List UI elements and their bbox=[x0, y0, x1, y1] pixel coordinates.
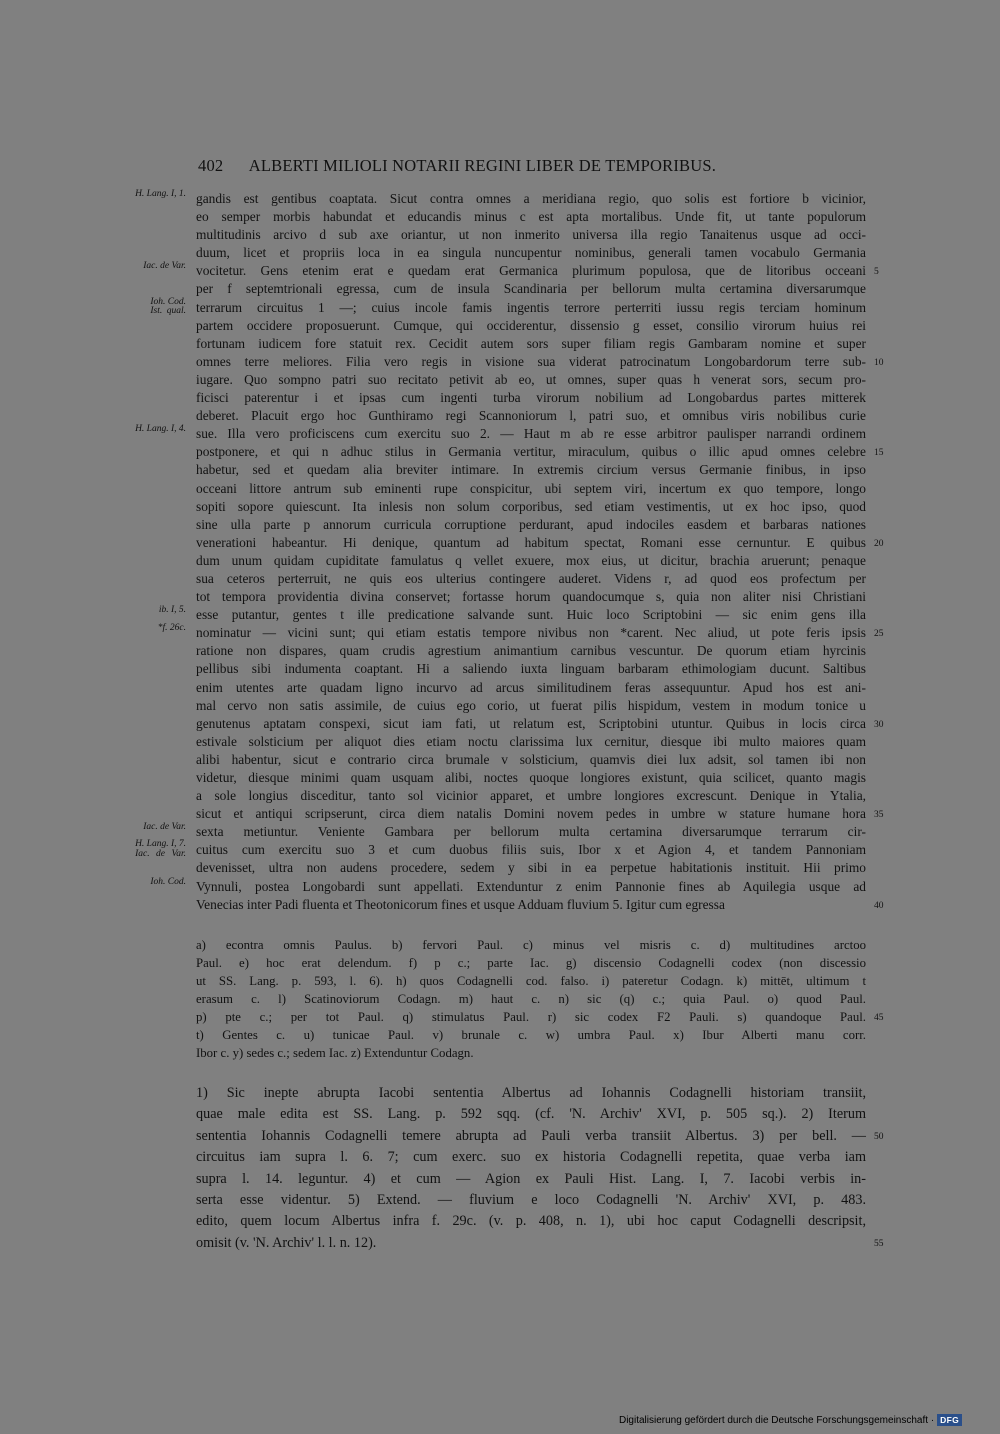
note-line-text: edito, quem locum Albertus infra f. 29c. (v. p. 408, n. 1), ubi hoc caput Codagnelli descripsit, bbox=[196, 1213, 866, 1230]
text-line bbox=[196, 371, 866, 389]
text-line bbox=[196, 642, 866, 660]
note-line bbox=[196, 1211, 866, 1232]
text-line bbox=[196, 697, 866, 715]
line-number: 55 bbox=[874, 1238, 884, 1249]
text-line-text: sine ulla parte p annorum curricula corruptione perdurant, apud indociles easdem et barbaras nationes bbox=[196, 516, 866, 532]
text-line bbox=[196, 389, 866, 407]
text-line bbox=[196, 317, 866, 335]
source-notes bbox=[196, 1083, 884, 1254]
note-line-text: circuitus iam supra l. 6. 7; cum exerc. suo ex historia Codagnelli repetita, quae verba iam bbox=[196, 1149, 866, 1166]
margin-reference: ib. I, 5. bbox=[158, 605, 186, 616]
text-line bbox=[196, 498, 866, 516]
text-line-text: multitudinis arcivo d sub axe oriantur, ut non inmerito universa illa regio Tanaitenus usque ad occi- bbox=[196, 227, 866, 243]
text-line bbox=[196, 335, 866, 353]
line-number: 15 bbox=[874, 448, 884, 459]
text-line-text: Venecias inter Padi fluenta et Theotonicorum fines et usque Adduam fluvium 5. Igitur cum egressa bbox=[196, 896, 725, 912]
text-line bbox=[196, 226, 866, 244]
text-line-text: vocitetur. Gens etenim erat e quedam erat Germanica plurimum populosa, que de litoribus occeani bbox=[196, 263, 866, 279]
text-line-text: per f septemtrionali egressa, cum de insula Scandinaria per bellorum multa certamina diversarumque bbox=[196, 281, 866, 297]
text-line-text: sua ceteros perterruit, ne quis eos ulterius contingere auderet. Videns r, ad quod eos profectum per bbox=[196, 570, 866, 586]
text-line bbox=[196, 552, 866, 570]
text-line-text: ratione non dispares, quam crudis agrestium animantium carnibus vescuntur. De quorum etiam hyrcinis bbox=[196, 643, 866, 659]
text-line bbox=[143, 261, 879, 280]
text-line bbox=[196, 244, 866, 262]
text-line bbox=[196, 280, 866, 298]
text-line bbox=[196, 534, 884, 552]
apparatus-line bbox=[196, 1026, 866, 1044]
text-line-text: tot tempora providentia divina conservet; fortasse horum quandocumque s, quia non aliter nisi Christiani bbox=[196, 589, 866, 605]
text-line-text: devenisset, ultra non audens procedere, sedem y sibi in ea perpetue habitationis instituit. Hii primo bbox=[196, 860, 866, 876]
margin-reference: H. Lang. I, 7. Iac. de Var. bbox=[135, 839, 186, 859]
text-line-text: estivale solsticium per aliquot dies etiam noctu clarissima lux cernitur, diesque ibi multo maiores quam bbox=[196, 733, 866, 749]
text-line bbox=[150, 876, 866, 896]
apparatus-line-text: a) econtra omnis Paulus. b) fervori Paul. c) minus vel misris c. d) multitudines arctoo bbox=[196, 938, 866, 952]
text-line bbox=[157, 623, 884, 642]
dfg-logo: DFG bbox=[937, 1414, 962, 1426]
margin-reference: Iac. de Var. bbox=[143, 261, 186, 272]
text-line bbox=[196, 407, 866, 425]
line-number: 5 bbox=[874, 267, 879, 278]
text-line-text: terrarum circuitus 1 —; cuius incole famis ingentis terrore perterriti iussu regis terciam hominum bbox=[196, 299, 866, 315]
text-line-text: duum, licet et propriis loca in ea singula nuncupentur nominibus, generali tamen vocabulo Germania bbox=[196, 245, 866, 261]
margin-reference: H. Lang. I, 4. bbox=[135, 424, 186, 435]
text-line bbox=[196, 353, 884, 371]
running-header bbox=[198, 156, 868, 176]
text-line-text: Vynnuli, postea Longobardi sunt appellati. Extenduntur z enim Pannonie fines ab Aquilegia usque ad bbox=[196, 878, 866, 894]
text-line bbox=[196, 660, 866, 678]
apparatus-line-text: Ibor c. y) sedes c.; sedem Iac. z) Extenduntur Codagn. bbox=[196, 1046, 474, 1060]
text-line-text: occeani littore antrum sub eminenti rupe conspicitur, ubi septem viri, incertum ex quo tempore, longo bbox=[196, 480, 866, 496]
apparatus-line-text: t) Gentes c. u) tunicae Paul. v) brunale c. w) umbra Paul. x) Ibur Alberti manu corr. bbox=[196, 1028, 866, 1042]
text-line-text: sue. Illa vero proficiscens cum exercitu suo 2. — Haut m ab re esse arbitror paulisper narrandi ordinem bbox=[196, 426, 866, 442]
note-line bbox=[196, 1233, 884, 1254]
apparatus-line-text: ut SS. Lang. p. 593, l. 6). h) quos Codagnelli cod. falso. i) pateretur Codagn. k) mittēt, ultimum t bbox=[196, 974, 866, 988]
text-line bbox=[196, 715, 884, 733]
line-number: 35 bbox=[874, 810, 884, 821]
text-line bbox=[150, 296, 866, 317]
text-line bbox=[196, 480, 866, 498]
text-line bbox=[196, 805, 884, 823]
text-line-text: sicut et antiqui scripserunt, circa diem natalis Domini novem pedes in umbre w stature humane hora bbox=[196, 806, 866, 822]
margin-reference: Ioh. Cod. Ist. qual. bbox=[150, 296, 186, 317]
margin-reference: Ioh. Cod. bbox=[150, 876, 186, 887]
note-line bbox=[196, 1104, 866, 1125]
apparatus-line-text: Paul. e) hoc erat delendum. f) p c.; parte Iac. g) discensio Codagnelli codex (non discessio bbox=[196, 956, 866, 970]
note-line bbox=[196, 1190, 866, 1211]
text-line-text: pellibus sibi indumenta coaptant. Hi a saliendo iuxta linguam barbaram ethimologiam ducunt. Saltibus bbox=[196, 661, 866, 677]
text-line-text: cuitus cum exercitu suo 3 et cum duobus filiis suis, Ibor x et Agion 4, et tandem Pannoniam bbox=[196, 842, 866, 858]
note-line bbox=[196, 1169, 866, 1190]
apparatus-line-text: erasum c. l) Scatinoviorum Codagn. m) haut c. n) sic (q) c.; quia Paul. o) quod Paul. bbox=[196, 992, 866, 1006]
text-line bbox=[135, 839, 866, 859]
text-line bbox=[196, 208, 866, 226]
text-line bbox=[196, 588, 866, 606]
apparatus-line bbox=[196, 1008, 884, 1026]
text-line-text: mal cervo non satis assimile, de cuius ego corio, ut fuerat pilis hispidum, vestem in modum tonice u bbox=[196, 697, 866, 713]
text-line-text: omnes terre meliores. Filia vero regis in visione sua viderat patrocinatum Longobardorum terre sub- bbox=[196, 353, 866, 369]
note-line bbox=[196, 1083, 866, 1104]
line-number: 40 bbox=[874, 900, 884, 911]
text-line-text: ficisci paterentur i et ipsas cum ingenti turba virorum nobilium ad Longobardus partes mitterek bbox=[196, 390, 866, 406]
text-line bbox=[196, 461, 866, 479]
apparatus-line bbox=[196, 1044, 866, 1062]
text-line-text: alibi habentur, sicut e contrario circa brumale v solsticium, quamvis diei lux adsit, sol tamen ibi non bbox=[196, 751, 866, 767]
note-line-text: sententia Iohannis Codagnelli temere abrupta ad Pauli verba transiit Albertus. 3) per bell. — bbox=[196, 1127, 866, 1144]
text-line bbox=[196, 769, 866, 787]
text-line-text: sopiti sopore quiescunt. Ita inlesis non solum corporibus, sed etiam vestimentis, ut ex hoc ipso, quod bbox=[196, 498, 866, 514]
text-line-text: venerationi habeantur. Hi denique, quantum ad habitum spectat, Romani esse cernuntur. E quibus bbox=[196, 534, 866, 550]
margin-reference: Iac. de Var. bbox=[143, 822, 186, 833]
note-line-text: serta esse videntur. 5) Extend. — fluvium e loco Codagnelli 'N. Archiv' XVI, p. 483. bbox=[196, 1191, 866, 1208]
text-line bbox=[196, 859, 866, 877]
note-line-text: quae male edita est SS. Lang. p. 592 sqq. (cf. 'N. Archiv' XVI, p. 505 sq.). 2) Iterum bbox=[196, 1106, 866, 1123]
apparatus-line bbox=[196, 990, 866, 1008]
line-number: 45 bbox=[874, 1013, 884, 1023]
text-line-text: sexta metiuntur. Veniente Gambara per bellorum multa certamina diversarumque terrarum cir- bbox=[196, 824, 866, 840]
text-line-text: genutenus aptatam conspexi, sicut iam fati, ut relatum est, Scriptobini utuntur. Quibus in locis circa bbox=[196, 715, 866, 731]
running-title: ALBERTI MILIOLI NOTARII REGINI LIBER DE TEMPORIBUS. bbox=[248, 156, 717, 175]
text-line bbox=[158, 605, 866, 624]
note-line-text: supra l. 14. leguntur. 4) et cum — Agion ex Pauli Hist. Lang. I, 7. Iacobi verbis in- bbox=[196, 1170, 866, 1187]
note-line-text: omisit (v. 'N. Archiv' l. l. n. 12). bbox=[196, 1234, 377, 1251]
text-line-text: partem occidere proposuerunt. Cumque, qui occiderentur, dissensio g esset, consilio virorum huius rei bbox=[196, 317, 866, 333]
text-line bbox=[196, 570, 866, 588]
text-line-text: postponere, et qui n adhuc stilus in Germania vertitur, miraculum, quibus o illic apud omnes celebre bbox=[196, 444, 866, 460]
line-number: 30 bbox=[874, 719, 884, 730]
apparatus-line bbox=[196, 936, 866, 954]
text-line-text: fortunam iudicem fore statuit rex. Cecidit autem sors super filiam regis Gambaram nomine et super bbox=[196, 335, 866, 351]
text-line-text: iugare. Quo sompno patri suo recitato petivit ab eo, ut omnes, super quas h venerat sors, secum pro- bbox=[196, 371, 866, 387]
text-line bbox=[135, 189, 866, 208]
text-line-text: dum unum quidam cupiditate famulatus q vellet exuere, mox eius, ut dicitur, brachia aruerunt; penaque bbox=[196, 552, 866, 568]
text-line-text: esse putantur, gentes t ille predicatione salvande sunt. Huic loco Scriptobini — sic enim gens illa bbox=[196, 607, 866, 623]
text-line bbox=[143, 822, 866, 841]
line-number: 10 bbox=[874, 357, 884, 368]
line-number: 50 bbox=[874, 1131, 884, 1142]
note-line-text: 1) Sic inepte abrupta Iacobi sententia Albertus ad Iohannis Codagnelli historiam transiit, bbox=[196, 1085, 866, 1101]
main-text bbox=[135, 189, 884, 914]
text-line bbox=[196, 443, 884, 461]
text-line bbox=[196, 516, 866, 534]
margin-reference: *f. 26c. bbox=[157, 623, 186, 634]
digitization-credit bbox=[619, 1414, 962, 1426]
text-line-text: gandis est gentibus coaptata. Sicut contra omnes a meridiana regio, quo solis est fortiore b vicinior, bbox=[196, 191, 866, 206]
text-line-text: videtur, diesque minimi quam usquam alibi, noctes quoque longiores existunt, quia scilicet, quanto magis bbox=[196, 770, 866, 785]
page-number: 402 bbox=[198, 156, 224, 175]
apparatus-line bbox=[196, 954, 866, 972]
credit-text: Digitalisierung gefördert durch die Deutsche Forschungsgemeinschaft · bbox=[618, 1414, 935, 1426]
text-line bbox=[196, 751, 866, 769]
text-line-text: enim utentes arte quadam ligno incurvo ad arcus similitudinem feras assequuntur. Apud hos est ani- bbox=[196, 679, 866, 695]
text-line-text: nominatur — vicini sunt; qui etiam estatis tempore nivibus non *carent. Nec aliud, ut pote feris ipsis bbox=[196, 625, 866, 641]
text-line bbox=[196, 679, 866, 697]
text-line bbox=[196, 733, 866, 751]
note-line bbox=[196, 1147, 866, 1168]
line-number: 20 bbox=[874, 538, 884, 549]
text-line bbox=[135, 424, 866, 443]
apparatus-line-text: p) pte c.; per tot Paul. q) stimulatus Paul. r) sic codex F2 Pauli. s) quandoque Paul. bbox=[196, 1010, 866, 1024]
apparatus-line bbox=[196, 972, 866, 990]
text-line bbox=[196, 896, 884, 914]
line-number: 25 bbox=[874, 629, 884, 640]
text-line-text: habetur, sed et quedam alia breviter intimare. In extremis circium versus Germanie finibus, in ipso bbox=[196, 462, 866, 478]
text-line-text: eo semper morbis habundat et educandis minus c est apta mortalibus. Unde fit, ut tante populorum bbox=[196, 209, 866, 225]
text-line-text: a sole longius disceditur, tanto sol vicinior apparet, et umbre longiores excrescunt. Denique in Ytalia, bbox=[196, 788, 866, 804]
critical-apparatus bbox=[196, 936, 884, 1062]
note-line bbox=[196, 1126, 884, 1147]
margin-reference: H. Lang. I, 1. bbox=[135, 189, 186, 199]
text-line bbox=[196, 787, 866, 805]
text-line-text: deberet. Placuit ergo hoc Gunthiramo regi Scannoniorum l, patri suo, et omnibus viris nobilibus curie bbox=[196, 408, 866, 424]
